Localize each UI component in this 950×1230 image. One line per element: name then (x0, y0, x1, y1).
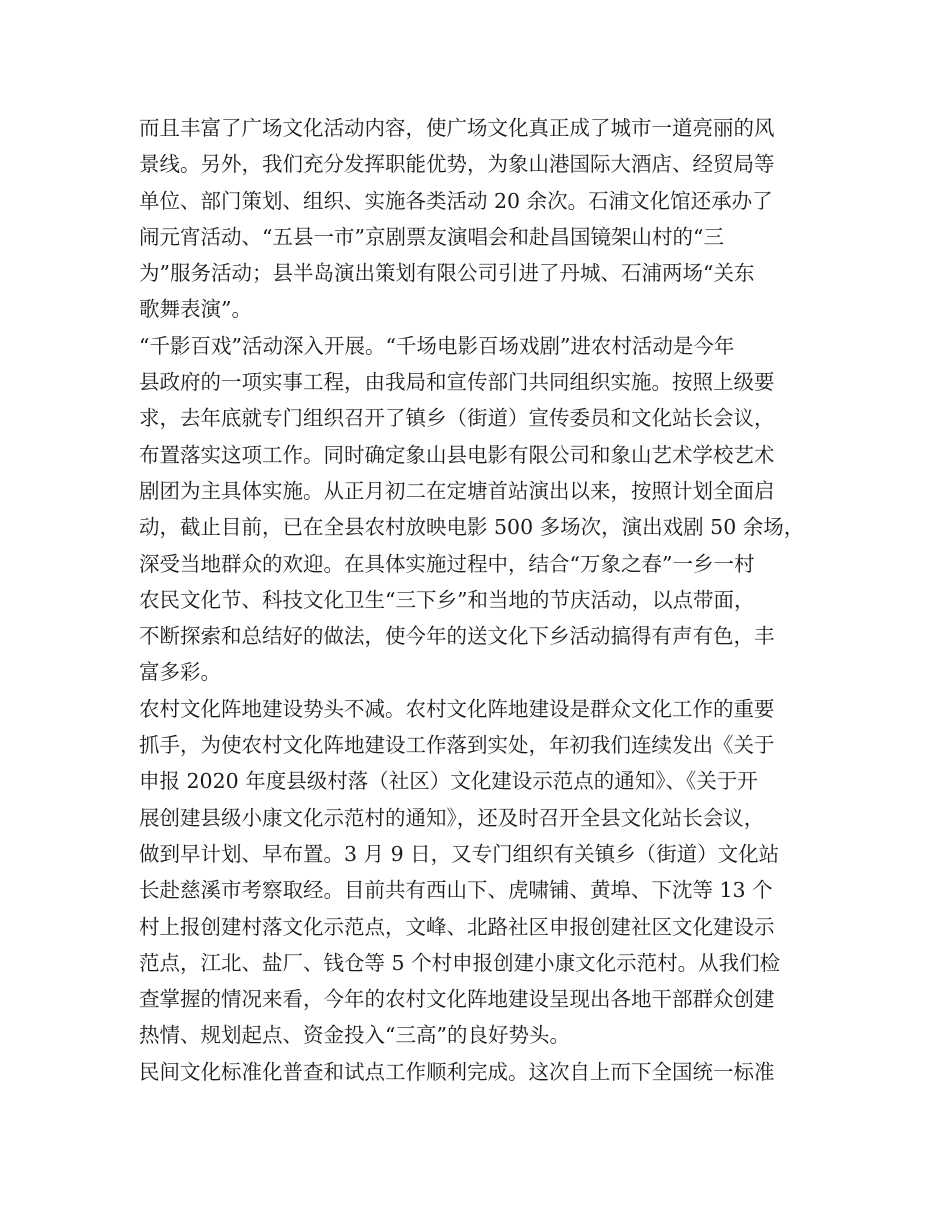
body-text (139, 110, 829, 1090)
text-line: 县政府的一项实事工程，由我局和宣传部门共同组织实施。按照上级要 (139, 370, 775, 395)
text-line: 申报 2020 年度县级村落（社区）文化建设示范点的通知》、《关于开 (139, 769, 758, 794)
text-line: 单位、部门策划、组织、实施各类活动 20 余次。石浦文化馆还承办了 (139, 188, 773, 213)
text-line: 热情、规划起点、资金投入“三高”的良好势头。 (139, 1023, 570, 1048)
text-line: 查掌握的情况来看，今年的农村文化阵地建设呈现出各地干部群众创建 (139, 987, 775, 1012)
text-line: 景线。另外，我们充分发挥职能优势，为象山港国际大酒店、经贸局等 (139, 152, 775, 177)
text-line: 民间文化标准化普查和试点工作顺利完成。这次自上而下全国统一标准 (139, 1059, 775, 1084)
text-line: 做到早计划、早布置。3 月 9 日，又专门组织有关镇乡（街道）文化站 (139, 841, 780, 866)
text-line: 闹元宵活动、“五县一市”京剧票友演唱会和赴昌国镜架山村的“三 (139, 224, 724, 249)
text-line: 农村文化阵地建设势头不减。农村文化阵地建设是群众文化工作的重要 (139, 696, 775, 721)
text-line: 不断探索和总结好的做法，使今年的送文化下乡活动搞得有声有色，丰 (139, 624, 775, 649)
text-line: 而且丰富了广场文化活动内容，使广场文化真正成了城市一道亮丽的风 (139, 116, 775, 140)
text-line: 歌舞表演”。 (139, 297, 252, 322)
text-line: 农民文化节、科技文化卫生“三下乡”和当地的节庆活动，以点带面， (139, 587, 755, 612)
text-line: 富多彩。 (139, 660, 221, 685)
text-line: 为”服务活动；县半岛演出策划有限公司引进了丹城、石浦两场“关东 (139, 261, 755, 286)
text-line: 求，去年底就专门组织召开了镇乡（街道）宣传委员和文化站长会议， (139, 406, 775, 431)
text-line: 剧团为主具体实施。从正月初二在定塘首站演出以来，按照计划全面启 (139, 478, 775, 503)
text-line: 长赴慈溪市考察取经。目前共有西山下、虎啸铺、黄埠、下沈等 13 个 (139, 878, 773, 903)
text-line: 布置落实这项工作。同时确定象山县电影有限公司和象山艺术学校艺术 (139, 442, 775, 467)
text-line: “千影百戏”活动深入开展。“千场电影百场戏剧”进农村活动是今年 (139, 333, 735, 358)
text-line: 深受当地群众的欢迎。在具体实施过程中，结合“万象之春”一乡一村 (139, 551, 755, 576)
text-line: 展创建县级小康文化示范村的通知》，还及时召开全县文化站长会议， (139, 805, 765, 830)
text-line: 动，截止目前，已在全县农村放映电影 500 多场次，演出戏剧 50 余场， (139, 515, 805, 540)
text-line: 范点，江北、盐厂、钱仓等 5 个村申报创建小康文化示范村。从我们检 (139, 950, 781, 975)
text-line: 村上报创建村落文化示范点，文峰、北路社区申报创建社区文化建设示 (139, 914, 775, 939)
text-line: 抓手，为使农村文化阵地建设工作落到实处，年初我们连续发出《关于 (139, 733, 775, 758)
